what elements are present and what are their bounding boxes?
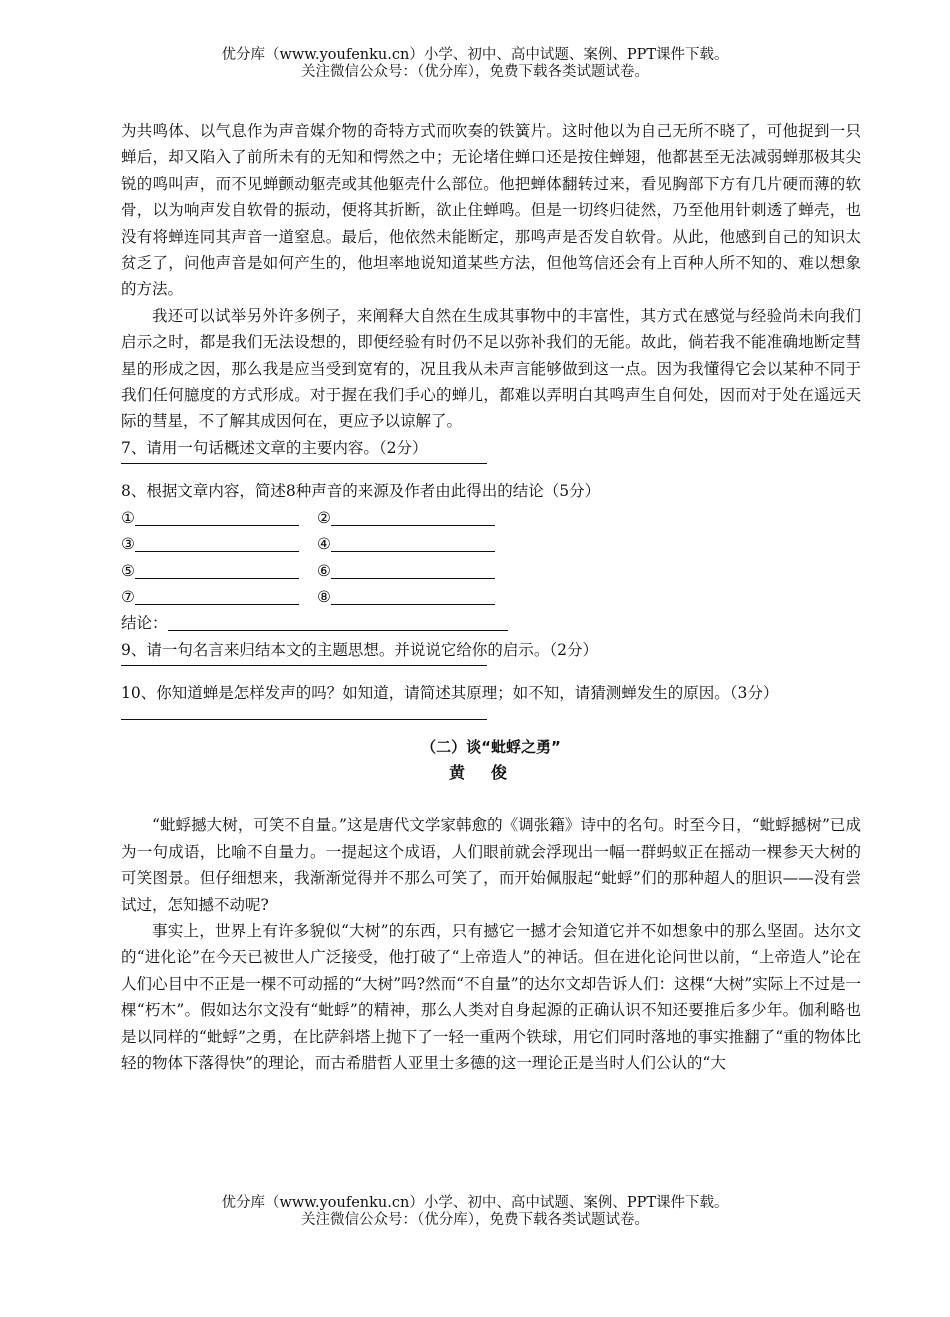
footer-line-1: 优分库（www.youfenku.cn）小学、初中、高中试题、案例、PPT课件下载。 <box>221 1195 729 1211</box>
q8-item-7-label: ⑦ <box>121 587 135 606</box>
q8-item-6-blank <box>331 562 495 579</box>
answer-line-q9 <box>121 665 487 666</box>
q8-conclusion <box>121 610 861 636</box>
q8-item-6-label: ⑥ <box>317 561 331 580</box>
q8-item-3-label: ③ <box>121 535 135 554</box>
document-body <box>121 118 861 1076</box>
passage2-paragraph-1: “蚍蜉撼大树，可笑不自量。”这是唐代文学家韩愈的《调张籍》诗中的名句。时至今日，“蚍蜉撼树”已成为一句成语，比喻不自量力。一提起这个成语，人们眼前就会浮现出一幅一群蚂蚁正在摇动一棵参天大树的可笑图景。但仔细想来，我渐渐觉得并不那么可笑了，而开始佩服起“蚍蜉”们的那种超人的胆识——没有尝试过，怎知撼不动呢? <box>121 816 861 914</box>
question-7: 7、请用一句话概述文章的主要内容。（2分） <box>121 438 428 457</box>
q8-item-7-blank <box>135 588 299 605</box>
q8-item-1-label: ① <box>121 508 135 527</box>
q8-row-4 <box>121 584 861 610</box>
q8-row-1 <box>121 505 861 531</box>
passage1-paragraph-1: 为共鸣体、以气息作为声音媒介物的奇特方式而吹奏的铁簧片。这时他以为自己无所不晓了，可他捉到一只蝉后，却又陷入了前所未有的无知和愕然之中；无论堵住蝉口还是按住蝉翅，他都甚至无法减弱蝉那极其尖锐的鸣叫声，而不见蝉颤动躯壳或其他躯壳什么部位。他把蝉体翻转过来，看见胸部下方有几片硬而薄的软骨，以为响声发自软骨的振动，便将其折断，欲止住蝉鸣。但是一切终归徒然，乃至他用针刺透了蝉壳，也没有将蝉连同其声音一道窒息。最后，他依然未能断定，那鸣声是否发自软骨。从此，他感到自己的知识太贫乏了，问他声音是如何产生的，他坦率地说知道某些方法，但他笃信还会有上百种人所不知的、难以想象的方法。 <box>121 122 861 299</box>
header-line-2: 关注微信公众号：（优分库），免费下载各类试题试卷。 <box>301 64 649 80</box>
question-8: 8、根据文章内容，简述8种声音的来源及作者由此得出的结论（5分） <box>121 482 601 501</box>
page-footer <box>0 1195 950 1229</box>
q8-item-2-blank <box>331 509 495 526</box>
q8-item-4-blank <box>331 535 495 552</box>
answer-line-q10 <box>121 719 487 720</box>
q8-item-5-label: ⑤ <box>121 561 135 580</box>
question-9: 9、请一句名言来归结本文的主题思想。并说说它给你的启示。（2分） <box>121 640 598 659</box>
passage2-title: （二）谈“蚍蜉之勇” <box>421 737 561 756</box>
passage1-paragraph-2: 我还可以试举另外许多例子，来阐释大自然在生成其事物中的丰富性，其方式在感觉与经验尚未向我们启示之时，都是我们无法设想的，即便经验有时仍不足以弥补我们的无能。故此，倘若我不能准确地断定彗星的形成之因，那么我是应当受到宽宥的，况且我从未声言能够做到这一点。因为我懂得它会以某种不同于我们任何臆度的方式形成。对于握在我们手心的蝉儿，都难以弄明白其鸣声生自何处，因而对于处在遥远天际的彗星，不了解其成因何在，更应予以谅解了。 <box>121 306 861 431</box>
footer-line-2: 关注微信公众号：（优分库），免费下载各类试题试卷。 <box>301 1212 649 1228</box>
q8-conclusion-label: 结论： <box>121 614 168 633</box>
q8-row-3 <box>121 558 861 584</box>
header-line-1: 优分库（www.youfenku.cn）小学、初中、高中试题、案例、PPT课件下载。 <box>221 47 729 63</box>
q8-item-8-label: ⑧ <box>317 587 331 606</box>
q8-item-5-blank <box>135 562 299 579</box>
q8-row-2 <box>121 531 861 557</box>
q8-item-3-blank <box>135 535 299 552</box>
passage2-author: 黄俊 <box>448 762 533 782</box>
q8-item-4-label: ④ <box>317 535 331 554</box>
q8-conclusion-blank <box>168 614 508 631</box>
q8-item-1-blank <box>135 509 299 526</box>
answer-line-q7 <box>121 463 487 464</box>
question-10: 10、你知道蝉是怎样发声的吗？如知道，请简述其原理；如不知，请猜测蝉发生的原因。（3分） <box>121 684 779 703</box>
q8-item-8-blank <box>331 588 495 605</box>
q8-item-2-label: ② <box>317 508 331 527</box>
passage2-paragraph-2: 事实上，世界上有许多貌似“大树”的东西，只有撼它一撼才会知道它并不如想象中的那么坚固。达尔文的“进化论”在今天已被世人广泛接受，他打破了“上帝造人”的神话。但在进化论问世以前，“上帝造人”论在人们心目中不正是一棵不可动摇的“大树”吗?然而“不自量”的达尔文却告诉人们：这棵“大树”实际上不过是一棵“朽木”。假如达尔文没有“蚍蜉”的精神，那么人类对自身起源的正确认识不知还要推后多少年。伽利略也是以同样的“蚍蜉”之勇，在比萨斜塔上抛下了一轻一重两个铁球，用它们同时落地的事实推翻了“重的物体比轻的物体下落得快”的理论，而古希腊哲人亚里士多德的这一理论正是当时人们公认的“大 <box>121 921 861 1072</box>
page-header <box>0 47 950 81</box>
